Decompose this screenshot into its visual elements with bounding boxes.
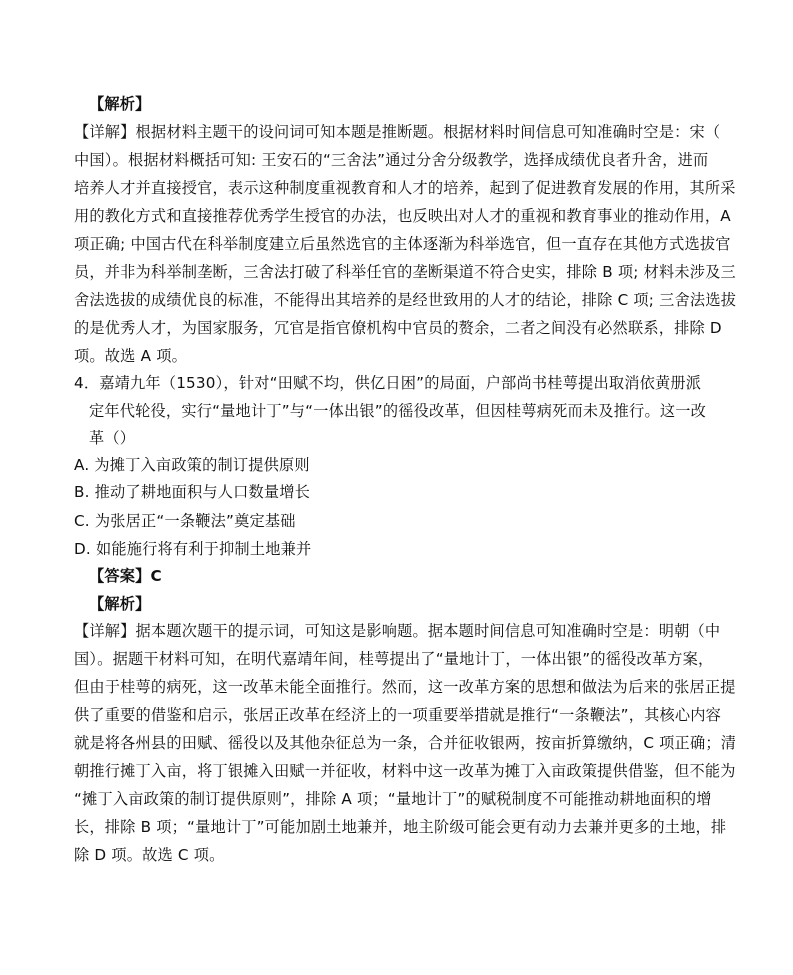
q4-detail-line-2: 国）。据题干材料可知，在明代嘉靖年间，桂萼提出了“量地计丁，一体出银”的徭役改革方案， [74,650,714,668]
q4-detail-line-8: 长，排除 B 项；“量地计丁”可能加剧土地兼并，地主阶级可能会更有动力去兼并更多的土地，排 [74,818,727,836]
q4-option-c: C. 为张居正“一条鞭法”奠定基础 [74,512,296,530]
q4-detail-line-1: 【详解】据本题次题干的提示词，可知这是影响题。据本题时间信息可知准确时空是：明朝（中 [74,622,721,640]
q3-detail-line-6: 员，并非为科举制垄断，三舍法打破了科举任官的垄断渠道不符合史实，排除 B 项; 材料未涉及三 [74,263,736,281]
q4-option-b: B. 推动了耕地面积与人口数量增长 [74,483,311,501]
q4-detail-line-7: “摊丁入亩政策的制订提供原则”，排除 A 项；“量地计丁”的赋税制度不可能推动耕地面积的增 [74,790,712,808]
q3-detail-line-3: 培养人才并直接授官，表示这种制度重视教育和人才的培养，起到了促进教育发展的作用，其所采 [74,179,736,197]
q4-option-a: A. 为摊丁入亩政策的制订提供原则 [74,456,310,474]
analysis-heading-q4: 【解析】 [89,595,151,613]
q4-option-d: D. 如能施行将有利于抑制土地兼并 [74,540,312,558]
q3-detail-line-1: 【详解】根据材料主题干的设问词可知本题是推断题。根据材料时间信息可知准确时空是：宋（ [74,123,721,141]
q4-stem-line-3: 革（） [89,429,136,447]
q3-detail-line-7: 舍法选拔的成绩优良的标准，不能得出其培养的是经世致用的人才的结论，排除 C 项; 三舍法选拔 [74,291,737,309]
q4-detail-line-3: 但由于桂萼的病死，这一改革未能全面推行。然而，这一改革方案的思想和做法为后来的张居正提 [74,678,736,696]
q4-detail-line-5: 就是将各州县的田赋、徭役以及其他杂征总为一条，合并征收银两，按亩折算缴纳，C 项正确；清 [74,734,737,752]
q3-detail-line-2: 中国）。根据材料概括可知: 王安石的“三舍法”通过分舍分级教学，选择成绩优良者升舍，进而 [74,151,709,169]
q3-detail-line-5: 项正确; 中国古代在科举制度建立后虽然选官的主体逐渐为科举选官，但一直存在其他方式选拔官 [74,235,731,253]
q4-answer-label: 【答案】C [89,567,162,585]
analysis-heading-q3: 【解析】 [89,95,151,113]
q4-stem-line-2: 定年代轮役，实行“量地计丁”与“一体出银”的徭役改革，但因桂萼病死而未及推行。这一改 [89,402,706,420]
q3-detail-line-4: 用的教化方式和直接推荐优秀学生授官的办法，也反映出对人才的重视和教育事业的推动作用，A [74,207,731,225]
q4-detail-line-4: 供了重要的借鉴和启示，张居正改革在经济上的一项重要举措就是推行“一条鞭法”，其核心内容 [74,706,722,724]
q4-stem-line-1: 4．嘉靖九年（1530），针对“田赋不均，供亿日困”的局面，户部尚书桂萼提出取消依黄册派 [74,374,702,392]
q3-detail-line-9: 项。故选 A 项。 [74,347,187,365]
q4-detail-line-9: 除 D 项。故选 C 项。 [74,846,225,864]
q3-detail-line-8: 的是优秀人才，为国家服务，冗官是指官僚机构中官员的赘余，二者之间没有必然联系，排除 D [74,319,722,337]
q4-detail-line-6: 朝推行摊丁入亩，将丁银摊入田赋一并征收，材料中这一改革为摊丁入亩政策提供借鉴，但不能为 [74,762,736,780]
